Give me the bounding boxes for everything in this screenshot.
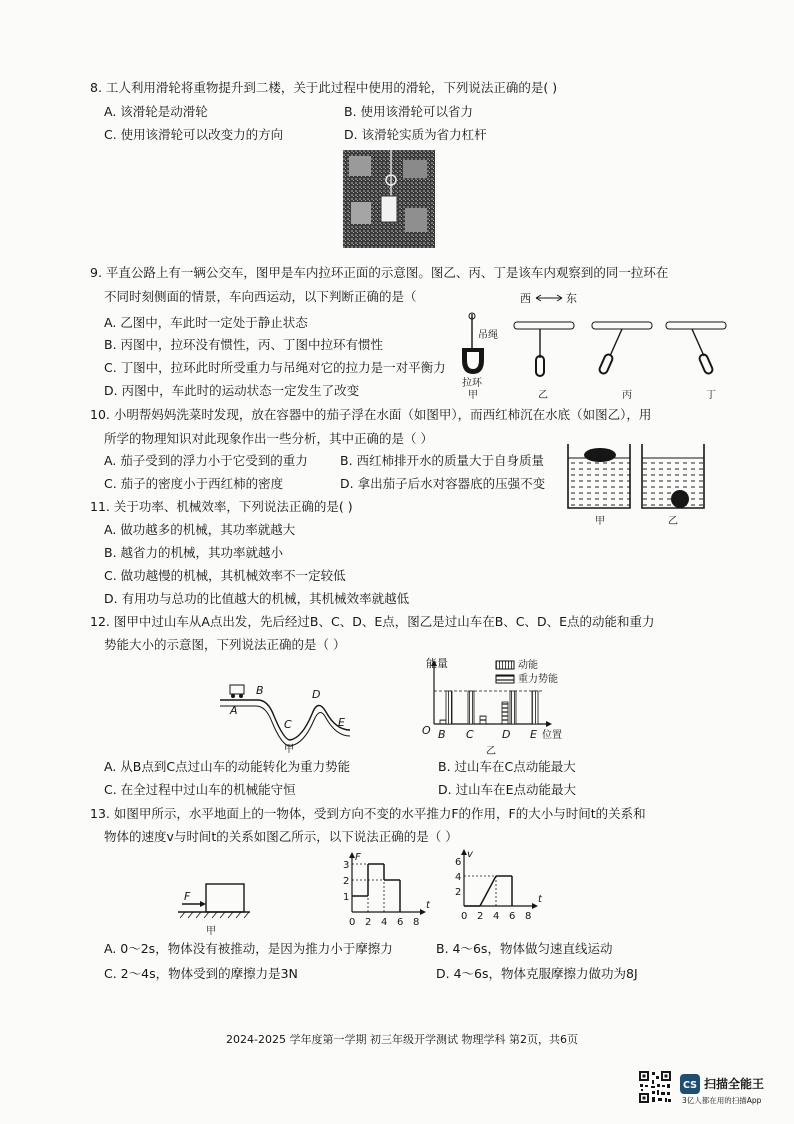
q10-stem-line2: 所学的物理知识对此现象作出一些分析，其中正确的是（ ） (104, 431, 433, 446)
tomato-shape (671, 490, 689, 508)
data-line (480, 876, 496, 906)
q11-option-a: A. 做功越多的机械，其功率就越大 (104, 522, 296, 537)
bar-d-kinetic (510, 691, 516, 724)
q10-option-a: A. 茄子受到的浮力小于它受到的重力 (104, 453, 308, 468)
x-tick-label: 2 (365, 917, 372, 928)
point-e: E (338, 716, 345, 729)
bar-c-potential (480, 716, 486, 724)
q9-handle-figures (460, 288, 740, 400)
figure-label (376, 933, 386, 934)
q13-force-time-graph (338, 842, 438, 934)
y-tick-label: 6 (455, 857, 462, 868)
y-axis-label: 能量 (426, 657, 448, 670)
y-tick-label: 3 (343, 860, 350, 871)
x-tick-b: B (438, 728, 446, 741)
q12-option-a: A. 从B点到C点过山车的动能转化为重力势能 (104, 759, 351, 774)
label-jia: 甲 (595, 516, 605, 527)
q8-stem: 8. 工人利用滑轮将重物提升到二楼，关于此过程中使用的滑轮，下列说法正确的是( ) (90, 80, 558, 95)
label-jia: 甲 (468, 390, 478, 400)
label-yi: 乙 (538, 390, 548, 400)
x-tick-c: C (466, 728, 474, 741)
q12-option-b: B. 过山车在C点动能最大 (438, 759, 576, 774)
label-yi: 乙 (486, 746, 496, 757)
x-axis-label: 位置 (542, 730, 562, 741)
q10-stem-line1: 10. 小明帮妈妈洗菜时发现，放在容器中的茄子浮在水面（如图甲），而西红柿沉在水底（如图乙），用 (90, 407, 652, 422)
y-tick-label: 4 (455, 872, 462, 883)
label-bing: 丙 (622, 390, 632, 400)
q10-option-b: B. 西红柿排开水的质量大于自身质量 (340, 453, 545, 468)
x-tick-label: 4 (493, 911, 500, 922)
q11-option-c: C. 做功越慢的机械，其机械效率不一定较低 (104, 568, 346, 583)
q11-stem: 11. 关于功率、机械效率，下列说法正确的是( ) (90, 499, 353, 514)
label-jia: 甲 (206, 926, 216, 937)
q10-option-c: C. 茄子的密度小于西红柿的密度 (104, 476, 284, 491)
direction-west: 西 (520, 292, 531, 305)
q11-option-b: B. 越省力的机械，其功率就越小 (104, 545, 284, 560)
eggplant-shape (584, 448, 616, 462)
q8-option-a: A. 该滑轮是动滑轮 (104, 104, 208, 119)
x-tick-label: 6 (509, 911, 516, 922)
label-rope: 吊绳 (478, 330, 498, 341)
point-a: A (230, 704, 238, 717)
q9-option-c: C. 丁图中，拉环此时所受重力与吊绳对它的拉力是一对平衡力 (104, 360, 446, 375)
x-tick-label: 8 (413, 917, 420, 928)
q9-option-a: A. 乙图中，车此时一定处于静止状态 (104, 315, 308, 330)
y-tick-label: 2 (343, 876, 350, 887)
origin-label: O (422, 724, 431, 737)
q12-stem-line1: 12. 图甲中过山车从A点出发，先后经过B、C、D、E点，图乙是过山车在B、C、D、E点的动能和重力 (90, 614, 655, 629)
q9-stem-line2: 不同时刻侧面的情景，车向西运动，以下判断正确的是（ (104, 289, 417, 304)
x-tick-label: 6 (397, 917, 404, 928)
scanner-badge: CS (683, 1080, 697, 1091)
point-c: C (284, 718, 292, 731)
q12-option-d: D. 过山车在E点动能最大 (438, 782, 576, 797)
q9-option-b: B. 丙图中，拉环没有惯性，丙、丁图中拉环有惯性 (104, 337, 384, 352)
y-tick-label: 2 (455, 887, 462, 898)
legend-potential: 重力势能 (518, 674, 558, 685)
q9-option-d: D. 丙图中，车此时的运动状态一定发生了改变 (104, 383, 360, 398)
label-yi: 乙 (668, 516, 678, 527)
q13-block-figure (176, 876, 252, 940)
x-tick-d: D (502, 728, 511, 741)
q8-pulley-photo (343, 150, 435, 248)
bar-e-kinetic (532, 691, 538, 724)
scanner-app-icon (680, 1074, 700, 1094)
x-tick-label: 0 (461, 911, 468, 922)
x-tick-e: E (530, 728, 537, 741)
x-tick-label: 8 (525, 911, 532, 922)
page-footer: 2024-2025 学年度第一学期 初三年级开学测试 物理学科 第2页，共6页 (226, 1033, 578, 1046)
x-axis-label: t (426, 900, 430, 911)
q8-option-b: B. 使用该滑轮可以省力 (344, 104, 474, 119)
x-tick-label: 0 (349, 917, 356, 928)
q13-option-b: B. 4～6s，物体做匀速直线运动 (436, 941, 613, 956)
q8-option-d: D. 该滑轮实质为省力杠杆 (344, 127, 487, 142)
x-tick-label: 2 (477, 911, 484, 922)
q13-stem-line1: 13. 如图甲所示，水平地面上的一物体，受到方向不变的水平推力F的作用，F的大小与时间t的关系和 (90, 806, 646, 821)
label-ring: 拉环 (462, 378, 482, 389)
scanner-app-name: 扫描全能王 (704, 1077, 765, 1091)
bar-b-kinetic (446, 691, 452, 724)
y-axis-label: v (467, 849, 473, 860)
q11-option-d: D. 有用功与总功的比值越大的机械，其机械效率就越低 (104, 591, 410, 606)
y-tick-label: 1 (343, 892, 350, 903)
x-axis-label: t (538, 894, 542, 905)
bar-b-potential (440, 720, 446, 724)
point-d: D (312, 688, 321, 701)
bar-c-kinetic (468, 691, 474, 724)
point-b: B (256, 684, 264, 697)
qr-code (638, 1070, 672, 1104)
q9-stem-line1: 9. 平直公路上有一辆公交车，图甲是车内拉环正面的示意图。图乙、丙、丁是该车内观察到的同一拉环在 (90, 265, 669, 280)
q10-option-d: D. 拿出茄子后水对容器底的压强不变 (340, 476, 546, 491)
q8-option-c: C. 使用该滑轮可以改变力的方向 (104, 127, 284, 142)
bar-d-potential (502, 702, 508, 724)
q13-option-a: A. 0～2s，物体没有被推动，是因为推力小于摩擦力 (104, 941, 393, 956)
q12-option-c: C. 在全过程中过山车的机械能守恒 (104, 782, 296, 797)
y-axis-label: F (355, 852, 361, 863)
q13-stem-line2: 物体的速度v与时间t的关系如图乙所示，以下说法正确的是（ ） (104, 829, 458, 844)
q13-option-d: D. 4～6s，物体克服摩擦力做功为8J (436, 966, 638, 981)
scanner-app-slogan: 3亿人都在用的扫描App (682, 1096, 762, 1105)
direction-east: 东 (566, 292, 577, 305)
x-tick-label: 4 (381, 917, 388, 928)
label-jia: 甲 (284, 744, 294, 754)
q12-stem-line2: 势能大小的示意图，下列说法正确的是（ ） (104, 637, 346, 652)
q12-coaster-track (212, 676, 362, 754)
force-label: F (184, 890, 191, 903)
q13-velocity-time-graph (450, 848, 550, 924)
legend-kinetic: 动能 (518, 660, 538, 671)
q10-container-figures (562, 436, 714, 528)
q12-energy-bar-chart (418, 654, 578, 758)
q13-option-c: C. 2～4s，物体受到的摩擦力是3N (104, 966, 298, 981)
label-ding: 丁 (706, 390, 716, 400)
